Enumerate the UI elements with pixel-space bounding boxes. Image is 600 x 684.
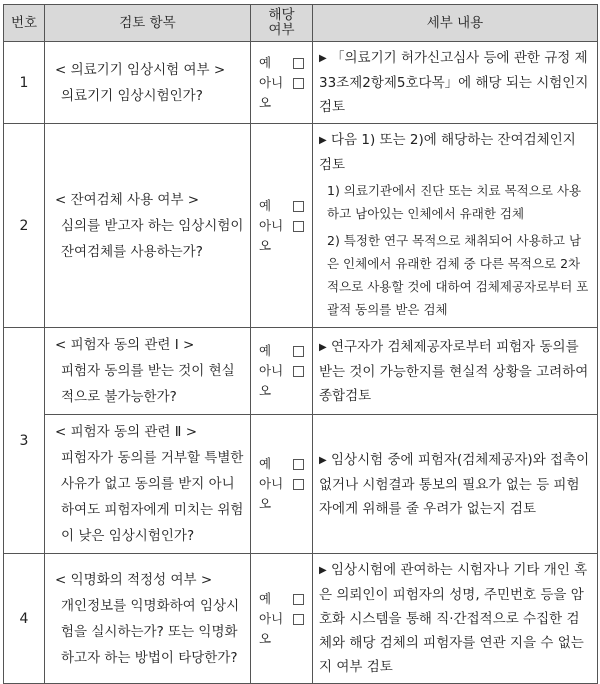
header-detail: 세부 내용 <box>313 5 598 42</box>
review-item <box>45 328 251 415</box>
item-title: < 피험자 동의 관련 Ⅱ > <box>55 424 198 440</box>
option-no[interactable] <box>259 73 312 113</box>
option-yes[interactable] <box>259 196 312 216</box>
item-question: 개인정보를 익명화하여 임상시험을 실시하는가? 또는 익명화하고자 하는 방법이 타당한가? <box>61 597 240 666</box>
table-header-row <box>4 5 598 42</box>
option-no-label: 아니오 <box>259 74 284 110</box>
table-row <box>4 42 598 124</box>
checkbox-icon[interactable] <box>293 201 304 212</box>
header-item: 검토 항목 <box>45 5 251 42</box>
option-yes-label: 예 <box>259 456 272 471</box>
item-question: 피험자 동의를 받는 것이 현실적으로 불가능한가? <box>61 363 235 405</box>
row-number: 2 <box>4 124 45 328</box>
table-row <box>4 328 598 415</box>
option-yes[interactable] <box>259 454 312 474</box>
option-no[interactable] <box>259 609 312 649</box>
item-title: < 피험자 동의 관련 Ⅰ > <box>55 337 195 353</box>
header-applicable-line2: 여부 <box>268 22 295 38</box>
checkbox-icon[interactable] <box>293 479 304 490</box>
triangle-right-icon: ▶ <box>319 454 327 466</box>
review-item <box>45 415 251 554</box>
item-title: < 잔여검체 사용 여부 > <box>55 191 200 208</box>
triangle-right-icon: ▶ <box>319 565 327 576</box>
checkbox-icon[interactable] <box>293 78 304 89</box>
option-no-label: 아니오 <box>259 363 284 398</box>
option-yes[interactable] <box>259 53 312 73</box>
applicable-options <box>251 328 313 415</box>
detail-text: 「의료기기 허가신고심사 등에 관한 규정 제33조제2항제5호다목」에 해당 되는 시험인지 검토 <box>319 50 589 115</box>
detail-text: 연구자가 검체제공자로부터 피험자 동의를 받는 것이 가능한지를 현실적 상황을 고려하여 종합검토 <box>319 338 589 404</box>
review-detail <box>313 415 598 554</box>
review-checklist-table <box>3 4 598 684</box>
option-no-label: 아니오 <box>259 476 284 511</box>
item-question: 피험자가 동의를 거부할 특별한 사유가 없고 동의를 받지 아니하여도 피험자에게 미치는 위험이 낮은 임상시험인가? <box>61 450 244 544</box>
option-yes-label: 예 <box>259 590 272 606</box>
applicable-options <box>251 415 313 554</box>
review-detail <box>313 554 598 684</box>
triangle-right-icon: ▶ <box>319 53 327 64</box>
applicable-options <box>251 124 313 328</box>
header-applicable <box>251 5 313 42</box>
table-row <box>4 124 598 328</box>
row-number: 3 <box>4 328 45 554</box>
review-item <box>45 124 251 328</box>
row-number: 4 <box>4 554 45 684</box>
checkbox-icon[interactable] <box>293 459 304 470</box>
option-no[interactable] <box>259 474 312 514</box>
header-num: 번호 <box>4 5 45 42</box>
item-title: < 익명화의 적정성 여부 > <box>55 571 213 588</box>
applicable-options <box>251 42 313 124</box>
detail-text: 임상시험에 관여하는 시험자나 기타 개인 혹은 의뢰인이 피험자의 성명, 주민번호 등을 암호화 시스템을 통해 직·간접적으로 수집한 검체와 해당 검체의 피험자를 연관 지을 수 없는지 여부 검토 <box>319 562 588 675</box>
triangle-right-icon: ▶ <box>319 135 327 146</box>
review-detail <box>313 42 598 124</box>
review-detail <box>313 328 598 415</box>
checkbox-icon[interactable] <box>293 221 304 232</box>
option-yes-label: 예 <box>259 197 272 213</box>
checkbox-icon[interactable] <box>293 346 304 357</box>
detail-subitem-1: 1) 의료기관에서 진단 또는 치료 목적으로 사용하고 남아있는 인체에서 유래한 검체 <box>327 183 582 221</box>
item-title: < 의료기기 임상시험 여부 > <box>55 61 226 78</box>
checkbox-icon[interactable] <box>293 594 304 605</box>
option-no-label: 아니오 <box>259 610 284 646</box>
detail-lead <box>319 128 591 177</box>
option-yes[interactable] <box>259 589 312 609</box>
option-no-label: 아니오 <box>259 217 284 253</box>
item-question: 의료기기 임상시험인가? <box>61 87 203 104</box>
applicable-options <box>251 554 313 684</box>
option-yes-label: 예 <box>259 343 272 358</box>
option-yes[interactable] <box>259 341 312 361</box>
detail-text: 다음 1) 또는 2)에 해당하는 잔여검체인지 검토 <box>319 132 576 173</box>
table-row <box>4 554 598 684</box>
detail-subitem-2: 2) 특정한 연구 목적으로 채취되어 사용하고 남은 인체에서 유래한 검체 중 다른 목적으로 2차적으로 사용할 것에 대하여 검체제공자로부터 포괄적 동의를 받은 검체 <box>327 233 589 317</box>
checkbox-icon[interactable] <box>293 58 304 69</box>
table-row <box>4 415 598 554</box>
option-no[interactable] <box>259 216 312 256</box>
checkbox-icon[interactable] <box>293 614 304 625</box>
row-number: 1 <box>4 42 45 124</box>
checkbox-icon[interactable] <box>293 366 304 377</box>
review-item <box>45 554 251 684</box>
option-yes-label: 예 <box>259 54 272 70</box>
review-item <box>45 42 251 124</box>
option-no[interactable] <box>259 361 312 401</box>
detail-text: 임상시험 중에 피험자(검체제공자)와 접촉이 없거나 시험결과 통보의 필요가 없는 등 피험자에게 위해를 줄 우려가 없는지 검토 <box>319 451 590 517</box>
triangle-right-icon: ▶ <box>319 341 327 353</box>
review-detail <box>313 124 598 328</box>
header-applicable-line1: 해당 <box>268 7 295 23</box>
item-question: 심의를 받고자 하는 임상시험이 잔여검체를 사용하는가? <box>61 217 244 260</box>
